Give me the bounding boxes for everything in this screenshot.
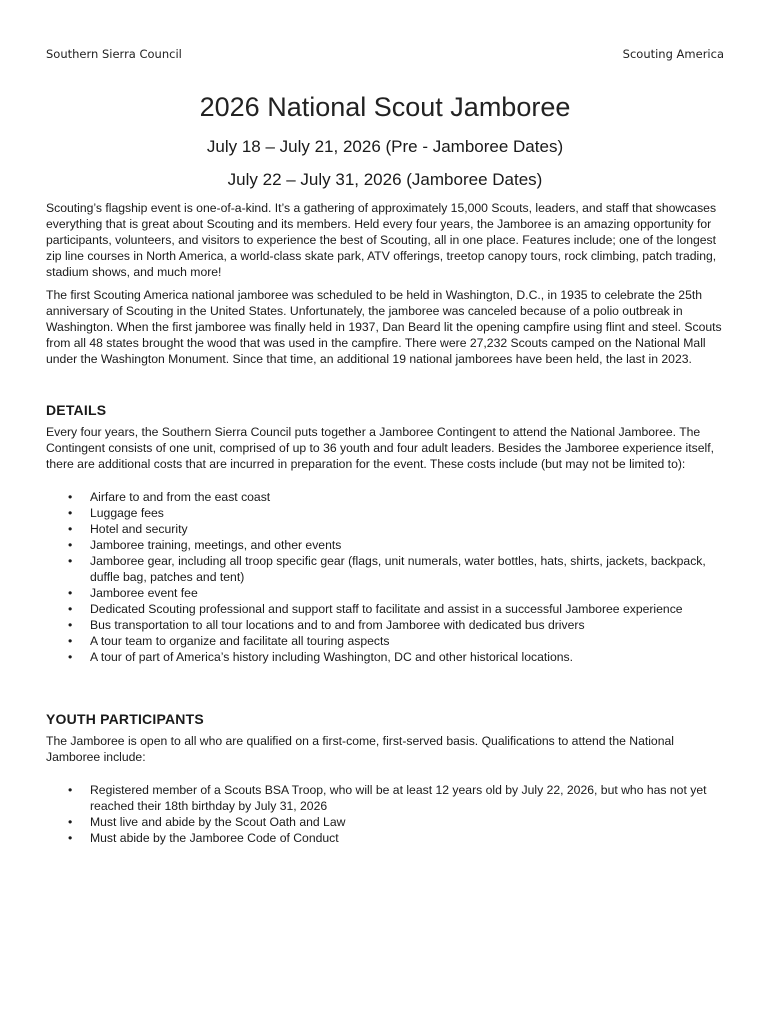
intro-paragraph-2: The first Scouting America national jamboree was scheduled to be held in Washington, D.C., in 1935 to celebrate the 25th anniversary of Scouting in the United States. Unfortunately, the jamboree was canceled because of a polio outbreak in Washington. When the first jamboree was finally held in 1937, Dan Beard lit the opening campfire using flint and steel. Scouts from all 48 states brought the wood that was used in the campfire. There were 27,232 Scouts camped on the National Mall under the Washington Monument. Since that time, an additional 19 national jamborees have been held, the last in 2023.: [46, 288, 722, 366]
list-item: • Registered member of a Scouts BSA Troop, who will be at least 12 years old by July 22, 2026, but who has not yet reached their 18th birthday by July 31, 2026: [46, 782, 726, 814]
list-item: • Hotel and security: [46, 521, 726, 537]
youth-paragraph: The Jamboree is open to all who are qualified on a first-come, first-served basis. Qualifications to attend the National Jamboree include:: [46, 734, 674, 764]
youth-participants-heading: YOUTH PARTICIPANTS: [46, 711, 204, 727]
header-council-name: Southern Sierra Council: [46, 47, 182, 61]
list-item: • Jamboree event fee: [46, 585, 726, 601]
intro-paragraph-1: Scouting’s flagship event is one-of-a-kind. It’s a gathering of approximately 15,000 Scouts, leaders, and staff that showcases everything that is great about Scouting and its members. Held every four years, the Jamboree is an amazing opportunity for participants, volunteers, and visitors to experience the best of Scouting, all in one place. Features include; one of the longest zip line courses in North America, a world-class skate park, ATV offerings, treetop canopy tours, rock climbing, patch trading, stadium shows, and much more!: [46, 201, 717, 279]
jamboree-dates: July 22 – July 31, 2026 (Jamboree Dates): [227, 170, 543, 189]
document-body: [46, 200, 726, 846]
header-organization-name: Scouting America: [622, 47, 724, 61]
list-item: • Dedicated Scouting professional and support staff to facilitate and assist in a successful Jamboree experience: [46, 601, 726, 617]
list-item: • Must abide by the Jamboree Code of Conduct: [46, 830, 726, 846]
list-item: • Jamboree training, meetings, and other events: [46, 537, 726, 553]
details-paragraph: Every four years, the Southern Sierra Council puts together a Jamboree Contingent to attend the National Jamboree. The Contingent consists of one unit, comprised of up to 36 youth and four adult leaders. Besides the Jamboree experience itself, there are additional costs that are incurred in preparation for the event. These costs include (but may not be limited to):: [46, 425, 715, 471]
list-item: • Bus transportation to all tour locations and to and from Jamboree with dedicated bus drivers: [46, 617, 726, 633]
list-item: • A tour team to organize and facilitate all touring aspects: [46, 633, 726, 649]
details-heading: DETAILS: [46, 402, 107, 418]
document-title: 2026 National Scout Jamboree: [199, 92, 571, 122]
list-item: • Luggage fees: [46, 505, 726, 521]
list-item: • Airfare to and from the east coast: [46, 489, 726, 505]
page-header: [46, 47, 724, 61]
list-item: • A tour of part of America’s history including Washington, DC and other historical locations.: [46, 649, 726, 665]
youth-qualifications-list: [46, 782, 726, 846]
details-cost-list: [46, 489, 726, 665]
list-item: • Jamboree gear, including all troop specific gear (flags, unit numerals, water bottles, hats, shirts, jackets, backpack, duffle bag, patches and tent): [46, 553, 726, 585]
pre-jamboree-dates: July 18 – July 21, 2026 (Pre - Jamboree Dates): [206, 137, 564, 156]
list-item: • Must live and abide by the Scout Oath and Law: [46, 814, 726, 830]
